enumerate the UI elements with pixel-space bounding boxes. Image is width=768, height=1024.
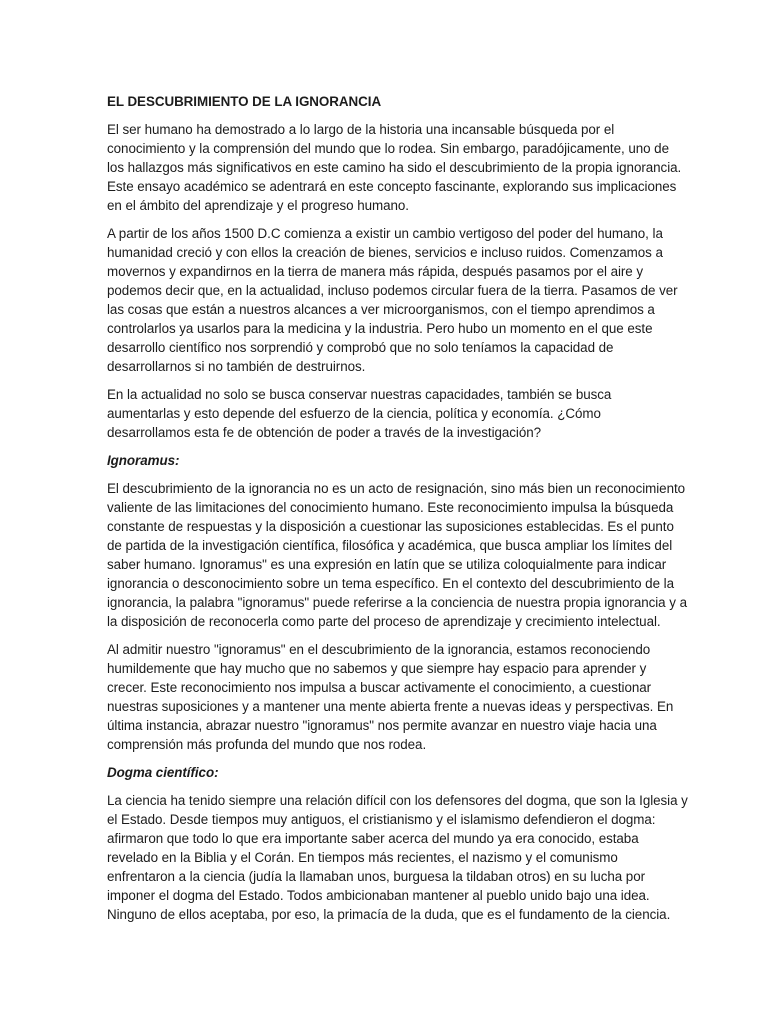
page-title: EL DESCUBRIMIENTO DE LA IGNORANCIA (107, 94, 382, 109)
dogma-paragraph-1: La ciencia ha tenido siempre una relación difícil con los defensores del dogma, que son la Iglesia y el Estado. Desde tiempos muy antiguos, el cristianismo y el islamismo defendieron el dogma: afirmaron que todo lo que era importante saber acerca del mundo ya era conocido, estaba revelado en la Biblia y el Corán. En tiempos más recientes, el nazismo y el comunismo enfrentaron a la ciencia (judía la llamaban unos, burguesa la tildaban otros) en su lucha por imponer el dogma del Estado. Todos ambicionaban mantener al pueblo unido bajo una idea. Ninguno de ellos aceptaba, por eso, la primacía de la duda, que es el fundamento de la ciencia. (107, 793, 688, 922)
section-heading-ignoramus: Ignoramus: (107, 453, 180, 468)
section-heading-dogma: Dogma científico: (107, 765, 219, 780)
ignoramus-paragraph-1: El descubrimiento de la ignorancia no es un acto de resignación, sino más bien un reconocimiento valiente de las limitaciones del conocimiento humano. Este reconocimiento impulsa la búsqueda constante de respuestas y la disposición a cuestionar las suposiciones establecidas. Es el punto de partida de la investigación científica, filosófica y académica, que busca ampliar los límites del saber humano. Ignoramus" es una expresión en latín que se utiliza coloquialmente para indicar ignorancia o desconocimiento sobre un tema específico. En el contexto del descubrimiento de la ignorancia, la palabra "ignoramus" puede referirse a la conciencia de nuestra propia ignorancia y a la disposición de reconocerla como parte del proceso de aprendizaje y crecimiento intelectual. (107, 481, 687, 629)
ignoramus-paragraph-2: Al admitir nuestro "ignoramus" en el descubrimiento de la ignorancia, estamos reconociendo humildemente que hay mucho que no sabemos y que siempre hay espacio para aprender y crecer. Este reconocimiento nos impulsa a buscar activamente el conocimiento, a cuestionar nuestras suposiciones y a mantener una mente abierta frente a nuevas ideas y perspectivas. En última instancia, abrazar nuestro "ignoramus" nos permite avanzar en nuestro viaje hacia una comprensión más profunda del mundo que nos rodea. (107, 642, 674, 752)
intro-paragraph-2: A partir de los años 1500 D.C comienza a existir un cambio vertigoso del poder del humano, la humanidad creció y con ellos la creación de bienes, servicios e incluso ruidos. Comenzamos a movernos y expandirnos en la tierra de manera más rápida, después pasamos por el aire y podemos decir que, en la actualidad, incluso podemos circular fuera de la tierra. Pasamos de ver las cosas que están a nuestros alcances a ver microorganismos, con el tiempo aprendimos a controlarlos ya usarlos para la medicina y la industria. Pero hubo un momento en el que este desarrollo científico nos sorprendió y comprobó que no solo teníamos la capacidad de desarrollarnos si no también de destruirnos. (107, 226, 678, 374)
intro-paragraph-3: En la actualidad no solo se busca conservar nuestras capacidades, también se busca aumentarlas y esto depende del esfuerzo de la ciencia, política y economía. ¿Cómo desarrollamos esta fe de obtención de poder a través de la investigación? (107, 387, 612, 440)
intro-paragraph-1: El ser humano ha demostrado a lo largo de la historia una incansable búsqueda por el conocimiento y la comprensión del mundo que lo rodea. Sin embargo, paradójicamente, uno de los hallazgos más significativos en este camino ha sido el descubrimiento de la propia ignorancia. Este ensayo académico se adentrará en este concepto fascinante, explorando sus implicaciones en el ámbito del aprendizaje y el progreso humano. (107, 122, 682, 213)
